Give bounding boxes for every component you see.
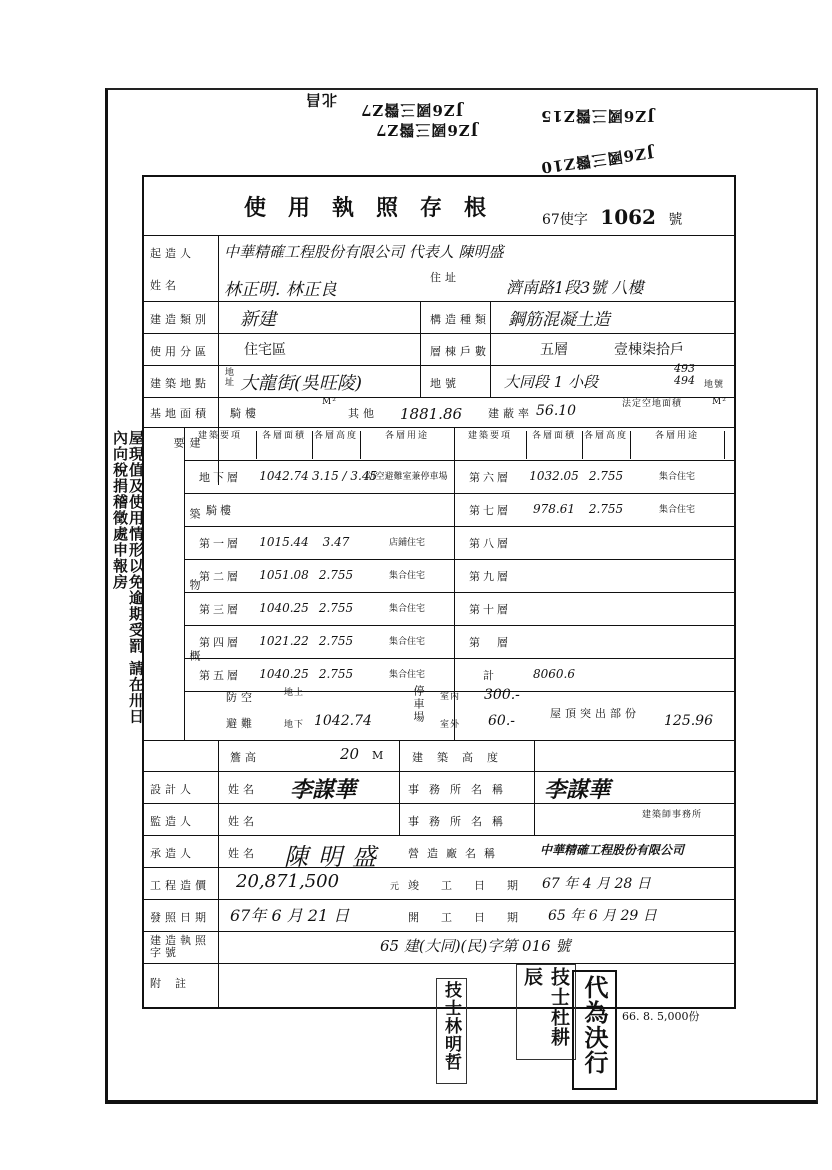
supervisor-firm-label: 事務所名稱 (408, 815, 513, 828)
right-row-0-col-0: 第六層 (469, 471, 511, 484)
designer-label: 設計人 (150, 783, 195, 796)
left-row-3-col-2: 2.755 (318, 568, 354, 582)
form-title: 使用執照存根 (244, 195, 509, 221)
side-note: 建築師事務所 (642, 810, 703, 820)
issue-value: 67年 6 月 21 日 (230, 906, 350, 925)
cost-value: 20,871,500 (236, 871, 340, 892)
outdoor-label: 室外 (440, 720, 461, 730)
name-label: 姓名 (150, 279, 180, 292)
designer-name: 李謀華 (290, 777, 357, 803)
coverage-label: 建蔽率 (488, 407, 533, 420)
lot-suffix: 地號 (704, 380, 725, 390)
category-label: 建造類別 (150, 313, 210, 326)
permit-label: 建造執照字號 (150, 934, 210, 959)
complete-label: 竣工日期 (408, 879, 540, 892)
right-row-1-col-0: 第七層 (469, 504, 511, 517)
date-stamp-1: JZ6國三醫Z7 (360, 101, 463, 119)
indoor-label: 室內 (440, 692, 461, 702)
right-row-1-col-3: 集合住宅 (658, 505, 695, 515)
eave-unit: M (372, 749, 388, 762)
left-row-4-col-2: 2.755 (318, 601, 354, 615)
technician-stamp-2: 技士杜耕辰 (516, 964, 576, 1060)
cost-unit: 元 (390, 882, 401, 892)
right-row-0-col-2: 2.755 (588, 469, 624, 483)
structure-label: 構造種類 (430, 313, 490, 326)
contractor-name-label: 姓名 (228, 847, 258, 860)
above-label: 地上 (284, 688, 305, 698)
left-row-0-col-2: 3.15 / 3.45 (312, 469, 378, 483)
eave-value: 20 (340, 745, 360, 763)
date-stamp-3: JZ6國三醫Z15 (540, 107, 655, 125)
supervisor-label: 監造人 (150, 815, 195, 828)
owner-names: 林正明. 林正良 (224, 280, 337, 300)
right-row-6-col-0: 計 (483, 669, 497, 682)
left-row-5-col-3: 集合住宅 (388, 637, 425, 647)
doc-prefix: 67使字 (542, 212, 588, 228)
date-stamp-2: JZ6國三醫Z7 (375, 121, 478, 139)
floors-value-a: 五層 (540, 342, 568, 358)
left-row-4-col-0: 第三層 (199, 603, 241, 616)
left-row-5-col-2: 2.755 (318, 634, 354, 648)
technician-stamp-1: 技士林明哲 (436, 978, 467, 1084)
left-header-3: 各層用途 (360, 431, 455, 459)
category-value: 新建 (240, 309, 276, 330)
proxy-stamp: 代為決行 (572, 970, 617, 1090)
builder-firm-label: 營造廠名稱 (408, 847, 503, 860)
lot-label: 地號 (430, 377, 460, 390)
left-row-0-col-1: 1042.74 (259, 469, 309, 483)
complete-value: 67 年 4 月 28 日 (542, 876, 651, 892)
supervisor-name-label: 姓名 (228, 815, 258, 828)
parking-label: 停車場 (412, 685, 425, 724)
left-row-2-col-2: 3.47 (322, 535, 350, 549)
m2-b: M² (712, 397, 727, 407)
doc-suffix: 號 (668, 212, 683, 228)
left-row-0-col-3: 防空避難室兼停車場 (366, 472, 448, 482)
page-mark: 北昌 (305, 91, 338, 109)
designer-firm: 李謀華 (544, 777, 611, 803)
right-header-1: 各層面積 (526, 431, 583, 459)
air-defense-label: 防空避難 (226, 691, 256, 730)
designer-name-label: 姓名 (228, 783, 258, 796)
left-row-2-col-0: 第一層 (199, 537, 241, 550)
section-label: 建築物概要 (172, 437, 201, 721)
right-row-5-col-0: 第 層 (469, 636, 511, 649)
zone-label: 使用分區 (150, 345, 210, 358)
left-header-2: 各層高度 (312, 431, 361, 459)
below-label: 地下 (284, 720, 305, 730)
builder-firm-name: 中華精確工程股份有限公司 (540, 843, 685, 857)
builder-value: 中華精確工程股份有限公司 代表人 陳明盛 (224, 243, 504, 261)
left-row-0-col-0: 地下層 (199, 471, 241, 484)
arcade-area-label: 騎樓 (230, 407, 260, 420)
left-row-3-col-3: 集合住宅 (388, 571, 425, 581)
structure-value: 鋼筋混凝土造 (508, 310, 610, 330)
left-header-1: 各層面積 (256, 431, 313, 459)
right-row-2-col-0: 第八層 (469, 537, 511, 550)
right-row-6-col-1: 8060.6 (533, 667, 575, 681)
building-height-label: 建築高度 (412, 751, 512, 764)
left-row-4-col-1: 1040.25 (259, 601, 309, 615)
address-sub-label: 地址 (223, 367, 233, 387)
right-header-2: 各層高度 (582, 431, 631, 459)
left-row-1-col-0: 騎樓 (206, 504, 234, 517)
right-row-3-col-0: 第九層 (469, 570, 511, 583)
right-row-0-col-1: 1032.05 (529, 469, 579, 483)
print-info: 66. 8. 5,000份 (622, 1010, 700, 1023)
other-value: 1881.86 (400, 405, 463, 423)
legal-open-label: 法定空地面積 (622, 399, 683, 409)
zone-value: 住宅區 (244, 342, 286, 358)
left-row-5-col-1: 1021.22 (259, 634, 309, 648)
permit-form (142, 175, 736, 1009)
right-row-1-col-1: 978.61 (533, 502, 575, 516)
address-label: 住址 (430, 271, 460, 284)
left-row-3-col-1: 1051.08 (259, 568, 309, 582)
doc-num: 1062 (600, 205, 656, 229)
cost-label: 工程造價 (150, 879, 210, 892)
other-label: 其他 (348, 407, 378, 420)
roof-value: 125.96 (664, 713, 713, 729)
eave-label: 簷高 (230, 751, 260, 764)
right-header-0: 建築要項 (454, 431, 527, 459)
location-street: 大龍街(吳旺陵) (240, 373, 363, 394)
left-row-5-col-0: 第四層 (199, 636, 241, 649)
date-stamp-4: JZ6國三醫Z10 (539, 143, 655, 177)
left-row-6-col-2: 2.755 (318, 667, 354, 681)
right-header-3: 各層用途 (630, 431, 725, 459)
permit-value: 65 建(大同)(民)字第 016 號 (380, 937, 571, 955)
issue-label: 發照日期 (150, 911, 210, 924)
floors-value-b: 壹棟柒拾戶 (614, 342, 684, 358)
builder-label: 起造人 (150, 247, 195, 260)
location-label: 建築地點 (150, 377, 210, 390)
margin-note: 屋現值及使用情形以免逾期受罰 請在卅日內向稅捐稽徵處申報房 (111, 430, 145, 725)
coverage-value: 56.10 (536, 403, 577, 419)
note-label: 附註 (150, 977, 200, 990)
address-value: 濟南路1段3號 八樓 (506, 278, 644, 297)
left-row-4-col-3: 集合住宅 (388, 604, 425, 614)
right-row-0-col-3: 集合住宅 (658, 472, 695, 482)
roof-label: 屋頂突出部份 (550, 707, 640, 720)
left-row-3-col-0: 第二層 (199, 570, 241, 583)
lot-section: 大同段 1 小段 (504, 373, 599, 391)
left-row-6-col-3: 集合住宅 (388, 670, 425, 680)
left-header-0: 建築要項 (184, 431, 257, 459)
m2-a: M² (322, 397, 337, 407)
left-row-6-col-0: 第五層 (199, 669, 241, 682)
doc-number (542, 205, 682, 229)
floors-label: 層棟戶數 (430, 345, 490, 358)
start-value: 65 年 6 月 29 日 (548, 908, 657, 924)
right-row-1-col-2: 2.755 (588, 502, 624, 516)
below-value: 1042.74 (314, 713, 372, 729)
contractor-label: 承造人 (150, 847, 195, 860)
contractor-name: 陳明盛 (284, 843, 386, 871)
right-row-4-col-0: 第十層 (469, 603, 511, 616)
site-area-label: 基地面積 (150, 407, 210, 420)
left-row-6-col-1: 1040.25 (259, 667, 309, 681)
designer-firm-label: 事務所名稱 (408, 783, 513, 796)
start-label: 開工日期 (408, 911, 540, 924)
outdoor-value: 60.- (488, 713, 515, 729)
left-row-2-col-1: 1015.44 (259, 535, 309, 549)
left-row-2-col-3: 店鋪住宅 (388, 538, 425, 548)
indoor-value: 300.- (484, 687, 520, 703)
lot-numbers: 493 494 (674, 362, 695, 387)
